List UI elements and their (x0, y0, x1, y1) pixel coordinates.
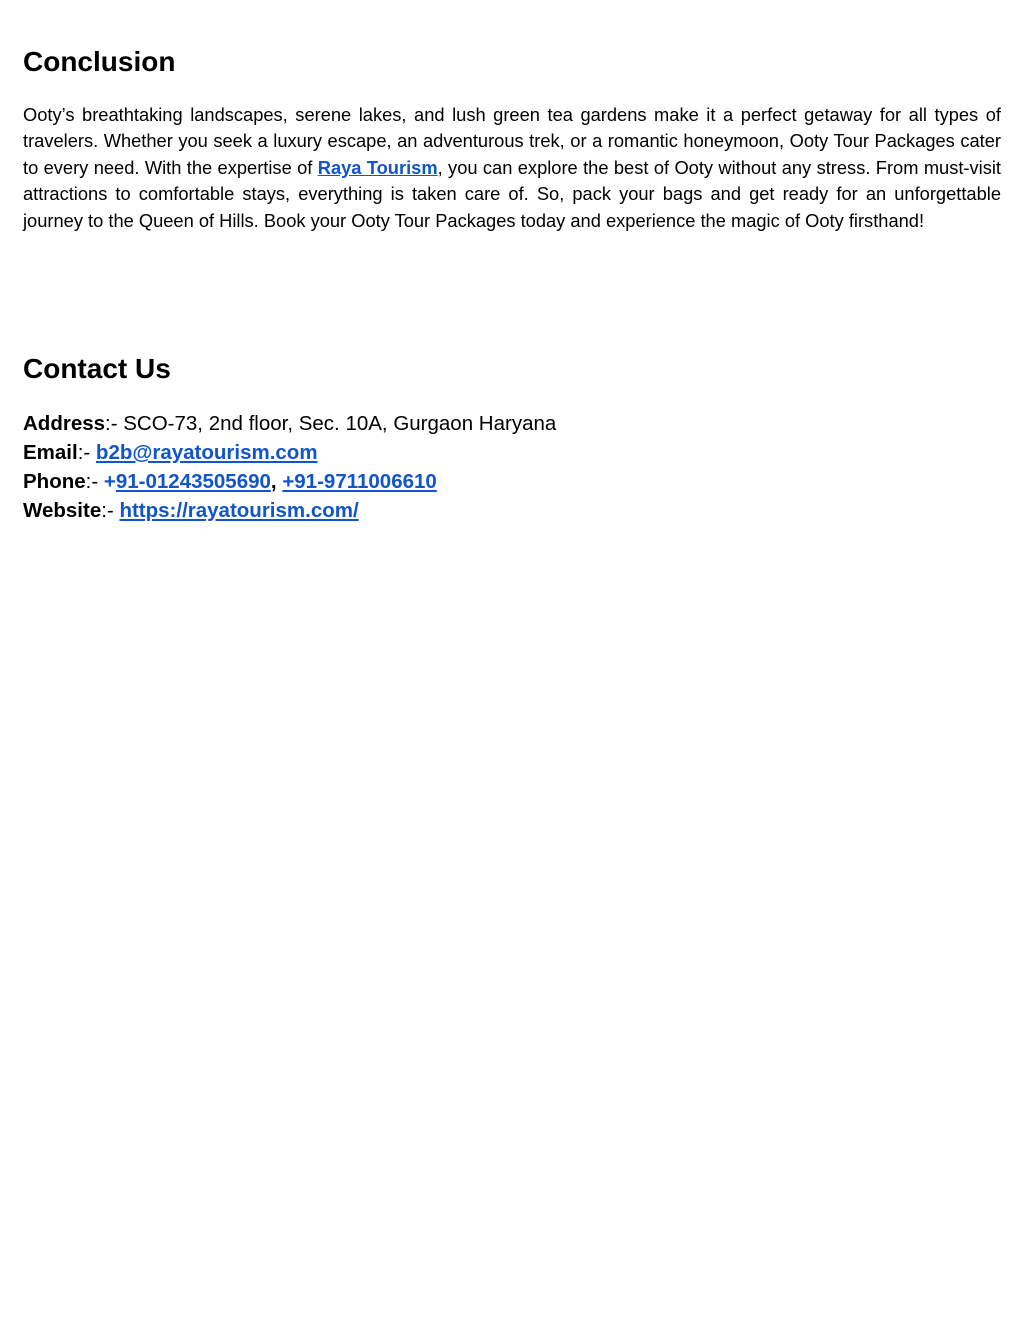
address-value: SCO-73, 2nd floor, Sec. 10A, Gurgaon Haryana (123, 412, 557, 435)
phone-label: Phone (23, 470, 86, 493)
website-separator: :- (101, 499, 120, 522)
email-link[interactable]: b2b@rayatourism.com (95, 441, 318, 464)
contact-heading: Contact Us (23, 353, 171, 384)
website-label: Website (23, 499, 102, 522)
conclusion-paragraph (23, 102, 1001, 234)
address-separator: :- (105, 412, 124, 435)
email-label: Email (23, 441, 78, 464)
phone-line (23, 467, 556, 496)
phone-link-2[interactable]: +91-9711006610 (282, 470, 437, 493)
email-separator: :- (77, 441, 96, 464)
conclusion-heading: Conclusion (23, 46, 176, 77)
website-link[interactable]: https://rayatourism.com/ (119, 499, 359, 522)
conclusion-text-before: Ooty’s breathtaking landscapes, serene lakes, and lush green tea gardens make it a perfect getaway for all types of travelers. Whether you seek a luxury escape, an adventurous trek, or a romantic honeymoon, Ooty Tour Packages cater to every need. With the expertise of (23, 104, 1001, 178)
phone-link-1[interactable]: 91-01243505690 (115, 470, 271, 493)
phone-separator: :- (85, 470, 104, 493)
address-label: Address (23, 412, 106, 435)
phone-joiner: , (270, 470, 283, 493)
address-line (23, 409, 556, 438)
contact-list (23, 409, 556, 525)
raya-tourism-link[interactable]: Raya Tourism (317, 156, 438, 178)
conclusion-text-after: , you can explore the best of Ooty without any stress. From must-visit attractions to comfortable stays, everything is taken care of. So, pack your bags and get ready for an unforgettable journey to the Queen of Hills. Book your Ooty Tour Packages today and experience the magic of Ooty firsthand! (23, 156, 1002, 231)
email-line (23, 438, 556, 467)
website-line (23, 496, 556, 525)
phone-plus: + (103, 470, 116, 493)
